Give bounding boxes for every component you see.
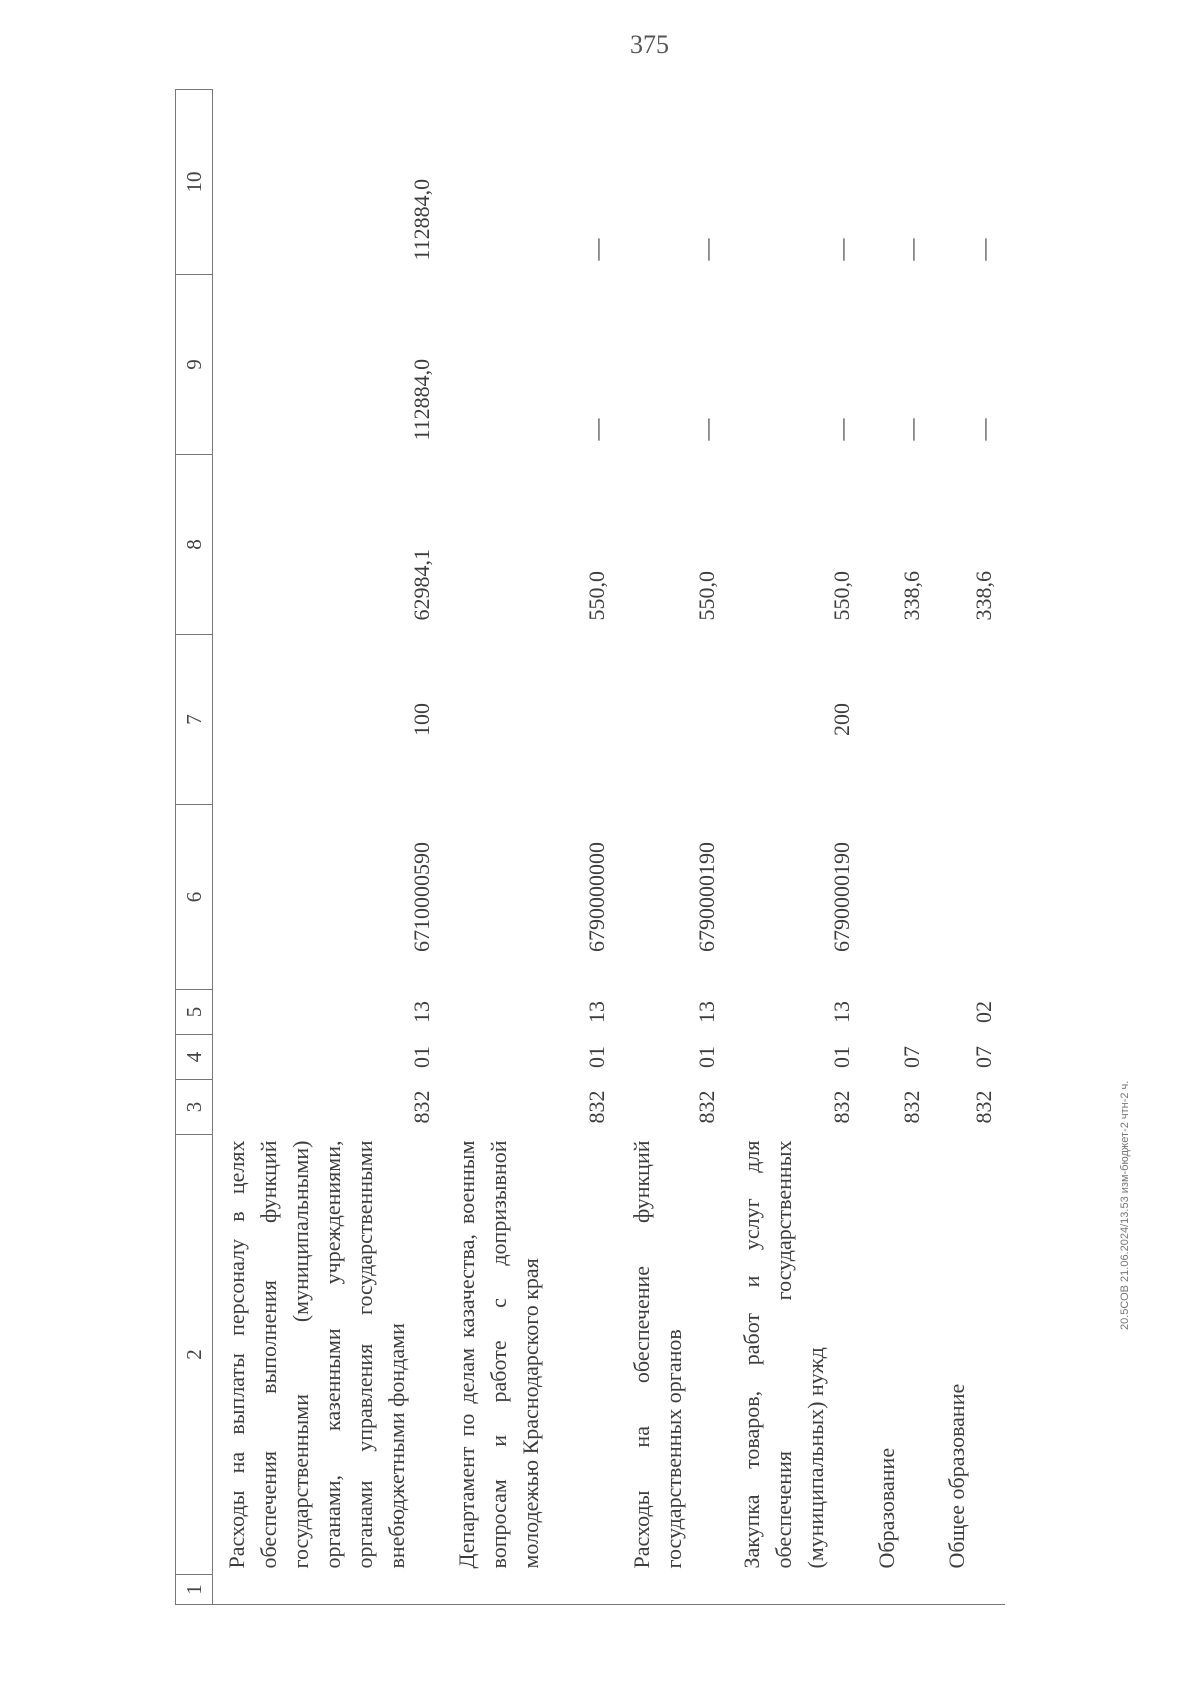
page-number: 375 (630, 30, 669, 59)
cell-c6 (933, 805, 1005, 990)
table-row (933, 90, 1005, 1605)
table-row (863, 90, 933, 1605)
cell-c10: — (898, 238, 924, 261)
cell-c8: 550,0 (828, 571, 854, 621)
cell-c4: 01 (693, 1046, 719, 1068)
cell-c1 (863, 1575, 933, 1605)
cell-c7 (933, 635, 1005, 805)
cell-c4: 01 (828, 1046, 854, 1068)
header-cell-1: 1 (176, 1575, 213, 1605)
cell-c1 (618, 1575, 728, 1605)
cell-c6: 6790000190 (693, 842, 719, 952)
cell-c9: 112884,0 (408, 358, 434, 441)
cell-c2: Образование (873, 1447, 899, 1569)
budget-table-rotated (175, 90, 1005, 1605)
cell-c8: 62984,1 (408, 549, 434, 621)
cell-c2: Общее образование (943, 1383, 969, 1569)
table-row (213, 90, 443, 1605)
cell-c5: 13 (583, 1001, 609, 1023)
cell-c1 (933, 1575, 1005, 1605)
cell-c7 (443, 635, 618, 805)
cell-c9: — (693, 418, 719, 441)
cell-c10: — (693, 238, 719, 261)
cell-c6: 6790000000 (583, 842, 609, 952)
header-cell-3: 3 (176, 1080, 213, 1135)
cell-c3: 832 (408, 1090, 434, 1124)
header-cell-4: 4 (176, 1035, 213, 1080)
cell-c3: 832 (898, 1090, 924, 1124)
cell-c5 (863, 990, 933, 1035)
cell-c4: 07 (898, 1046, 924, 1068)
cell-c2: Закупка товаров, работ и услуг для обеспечения государственных (муниципальных) нужд (738, 1140, 828, 1569)
header-row (176, 90, 213, 1605)
cell-c9: — (970, 418, 996, 441)
header-cell-5: 5 (176, 990, 213, 1035)
cell-c2: Департамент по делам казачества, военным вопросам и работе с допризывной молодежью Краснодарского края (453, 1140, 543, 1569)
cell-c1 (728, 1575, 863, 1605)
cell-c9: — (898, 418, 924, 441)
cell-c5: 13 (408, 1001, 434, 1023)
cell-c3: 832 (828, 1090, 854, 1124)
cell-c7: 100 (408, 703, 434, 736)
cell-c10: 112884,0 (408, 178, 434, 261)
cell-c5: 02 (970, 1001, 996, 1023)
cell-c10: — (828, 238, 854, 261)
budget-table (175, 89, 1005, 1605)
cell-c7: 200 (828, 703, 854, 736)
header-cell-7: 7 (176, 635, 213, 805)
cell-c4: 07 (970, 1046, 996, 1068)
cell-c5: 13 (828, 1001, 854, 1023)
cell-c8: 338,6 (970, 571, 996, 621)
cell-c8: 338,6 (898, 571, 924, 621)
cell-c8: 550,0 (583, 571, 609, 621)
cell-c6 (863, 805, 933, 990)
document-footer-stamp: 20.5СОВ 21.06.2024/13.53 изм-бюджет-2 чтн-2 ч. (1119, 1080, 1131, 1330)
header-cell-2: 2 (176, 1135, 213, 1575)
table-body (176, 90, 1005, 1605)
cell-c2: Расходы на выплаты персоналу в целях обеспечения выполнения функций государственными (муниципальными) органами, казенными учреждениями, органами управления государственными внебюджетными фондами (224, 1140, 409, 1569)
cell-c1 (213, 1575, 443, 1605)
cell-c1 (443, 1575, 618, 1605)
cell-c7 (618, 635, 728, 805)
cell-c10: — (970, 238, 996, 261)
cell-c4: 01 (583, 1046, 609, 1068)
header-cell-10: 10 (176, 90, 213, 275)
table-row (728, 90, 863, 1605)
cell-c10: — (583, 238, 609, 261)
header-cell-8: 8 (176, 455, 213, 635)
cell-c2: Расходы на обеспечение функций государственных органов (628, 1140, 686, 1569)
cell-c3: 832 (693, 1090, 719, 1124)
cell-c9: — (828, 418, 854, 441)
cell-c8: 550,0 (693, 571, 719, 621)
cell-c6: 6710000590 (408, 842, 434, 952)
table-row (618, 90, 728, 1605)
cell-c6: 6790000190 (828, 842, 854, 952)
header-cell-9: 9 (176, 275, 213, 455)
header-cell-6: 6 (176, 805, 213, 990)
table-row (443, 90, 618, 1605)
cell-c9: — (583, 418, 609, 441)
cell-c3: 832 (970, 1090, 996, 1124)
cell-c4: 01 (408, 1046, 434, 1068)
cell-c3: 832 (583, 1090, 609, 1124)
cell-c7 (863, 635, 933, 805)
cell-c5: 13 (693, 1001, 719, 1023)
